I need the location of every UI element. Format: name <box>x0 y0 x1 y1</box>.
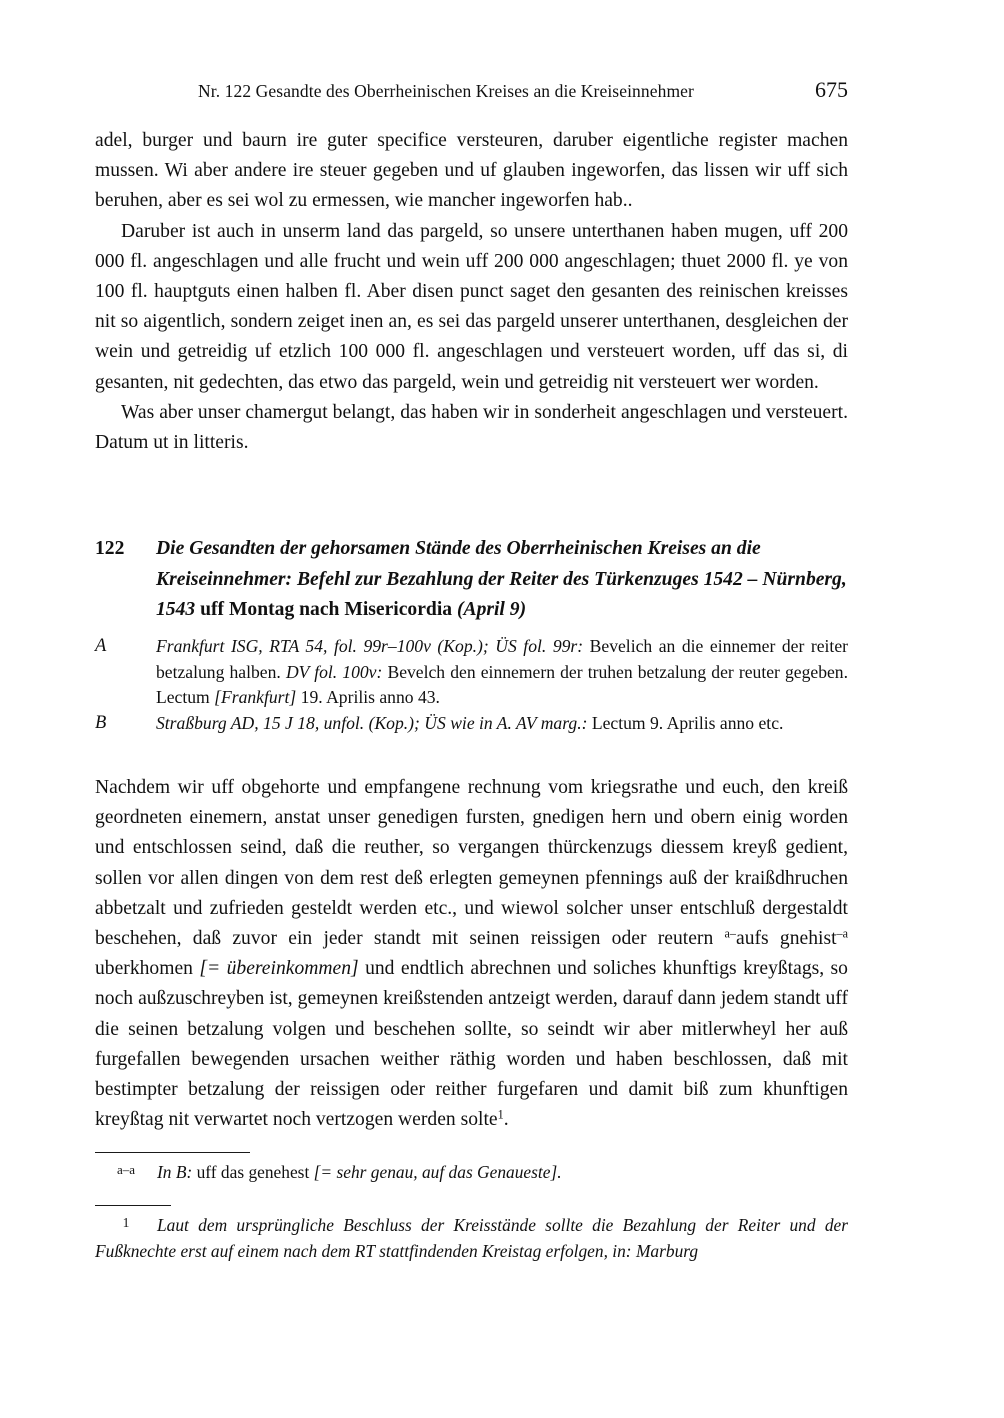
footnote-separator-rule <box>95 1152 250 1153</box>
paragraph-continued: adel, burger und baurn ire guter specifice versteuren, daruber eigentliche register machen mussen. Wi aber andere ire steuer gegeben und uf glauben ingeworfen, das lissen wir uff sich beruhen, aber es sei wol zu ermessen, wie mancher ingeworfen hab.. <box>95 130 848 212</box>
variant-footnote-text <box>157 1162 562 1182</box>
narrative-segment-4: und endtlich abrechnen und soliches khunftigs kreyßtags, so noch außzuschreyben ist, gemeynen kreißstenden antzeigt werden, darauf dann jedem standt uff die seinen betzalung volgen und beschehen sollte, so seindt wir aber mitlerwheyl her auß furgefallen bewegenden ursachen weither räthig worden und haben beschlossen, daß mit bestimpter betzalung der reissigen oder reither furgefaren und damit biß zum khunftigen kreyßtag nit verwartet noch vertzogen werden solte <box>95 958 848 1131</box>
variant-footnote-entry: a–a In B: uff das genehest [= sehr genau, auf das Genaueste]. <box>116 1162 562 1182</box>
narrative-segment-5: . <box>503 1109 509 1131</box>
numbered-footnote-block <box>95 1205 848 1264</box>
variant-footnote-block <box>95 1152 848 1186</box>
apparatus-italic-2: DV fol. 100v: <box>285 661 383 682</box>
variant-marker-open: a– <box>724 926 736 941</box>
variant-footnote-roman-1: uff das genehest <box>192 1162 314 1182</box>
document-title-part2: (April 9) <box>456 599 527 620</box>
document-number: 122 <box>95 538 125 559</box>
apparatus-row-a <box>95 634 848 711</box>
apparatus-sigil: B <box>95 712 107 733</box>
running-head-title: Nr. 122 Gesandte des Oberrheinischen Kreises an die Kreiseinnehmer <box>198 81 694 101</box>
continued-text-block <box>95 126 848 458</box>
document-title-roman: uff Montag nach Misericordia <box>200 599 457 620</box>
narrative-block <box>95 773 848 1135</box>
narrative-gloss: [= übereinkommen] <box>199 958 359 980</box>
variant-footnote-italic-1: In B: <box>157 1162 193 1182</box>
source-apparatus <box>95 634 848 736</box>
footnote-reference-1[interactable]: 1 <box>497 1107 504 1122</box>
paragraph-pargeld: Daruber ist auch in unserm land das pargeld, so unsere unterthanen haben mugen, uff 200 000 fl. angeschlagen und alle frucht und wein uff 200 000 angeschlagen; thuet 2000 fl. ye von 100 fl. hauptguts einen halben fl. Aber disen punct saget den gesanten des reinischen kreisses nit so aigentlich, sondern zeiget inen an, es sei das pargeld unserer unterthanen, desgleichen der wein und getreidig uf etzlich 100 000 fl. angeschlagen und versteuert worden, uff das si, di gesanten, nit gedechten, das etwo das pargeld, wein und getreidig nit versteuert wer worden. <box>95 220 848 393</box>
apparatus-roman-2: Bevelch den einnemern der truhen betzalung der reuter gegeben. Lectum <box>156 661 849 708</box>
document-title <box>156 534 848 626</box>
page-number: 675 <box>815 77 848 102</box>
apparatus-roman-1: Lectum 9. Aprilis anno etc. <box>587 712 784 733</box>
apparatus-italic-1: Straßburg AD, 15 J 18, unfol. (Kop.); ÜS wie in A. AV marg.: <box>156 712 588 733</box>
paragraph-chamergut: Was aber unser chamergut belangt, das haben wir in sonderheit angeschlagen und versteuert. Datum ut in litteris. <box>95 401 848 454</box>
apparatus-row-b <box>95 711 848 737</box>
narrative-segment-2: aufs gnehist <box>736 928 837 950</box>
apparatus-roman-1: Bevelich an die einnemer der reiter betzalung halben. <box>156 636 848 682</box>
narrative-segment-1: Nachdem wir uff obgehorte und empfangene rechnung vom kriegsrathe und euch, den kreiß geordneten einemern, anstat unser genedigen fursten, gnedigen hern und obern einig worden und entschlossen seind, daß die reuther, so vergangen thürckenzugs diessem kreyß gedient, sollen vor allen dingen von dem rest deß erlegten gemeynen pfennings auß der kraißdhruchen abbetzalt und zufrieden gesteldt werden etc., und wiewol solcher unser entschluß dergestaldt beschehen, daß zuvor ein jeder standt mit seinen reissigen oder reutern <box>95 777 848 950</box>
narrative-segment-3: uberkhomen <box>95 958 200 980</box>
apparatus-italic-1: Frankfurt ISG, RTA 54, fol. 99r–100v (Kop.); ÜS fol. 99r: <box>156 636 584 656</box>
apparatus-sigil: A <box>95 636 107 656</box>
apparatus-roman-3: 19. Aprilis anno 43. <box>296 687 440 708</box>
apparatus-italic-3: [Frankfurt] <box>214 687 297 708</box>
variant-footnote-italic-2: [= sehr genau, auf das Genaueste]. <box>313 1162 562 1182</box>
variant-marker-close: –a <box>836 926 848 941</box>
apparatus-text <box>156 634 848 711</box>
numbered-footnote-entry: 1 Laut dem ursprüngliche Beschluss der Kreisstände sollte die Bezahlung der Reiter und der Fußknechte erst auf einem nach dem RT stattfindenden Kreistag erfolgen, in: Marburg <box>95 1215 848 1261</box>
footnote-separator-rule <box>95 1205 171 1206</box>
narrative-paragraph <box>95 773 848 1135</box>
document-title-part1: Die Gesandten der gehorsamen Stände des Oberrheinischen Kreises an die Kreiseinnehmer: Befehl zur Bezahlung der Reiter des Türkenzuges 1542 – Nürnberg, 1543 <box>156 538 847 620</box>
numbered-footnote-text: Laut dem ursprüngliche Beschluss der Kreisstände sollte die Bezahlung der Reiter und der Fußknechte erst auf einem nach dem RT stattfindenden Kreistag erfolgen, in: Marburg <box>95 1215 848 1261</box>
apparatus-text <box>156 711 848 737</box>
document-heading <box>95 534 848 626</box>
running-head <box>95 78 848 104</box>
